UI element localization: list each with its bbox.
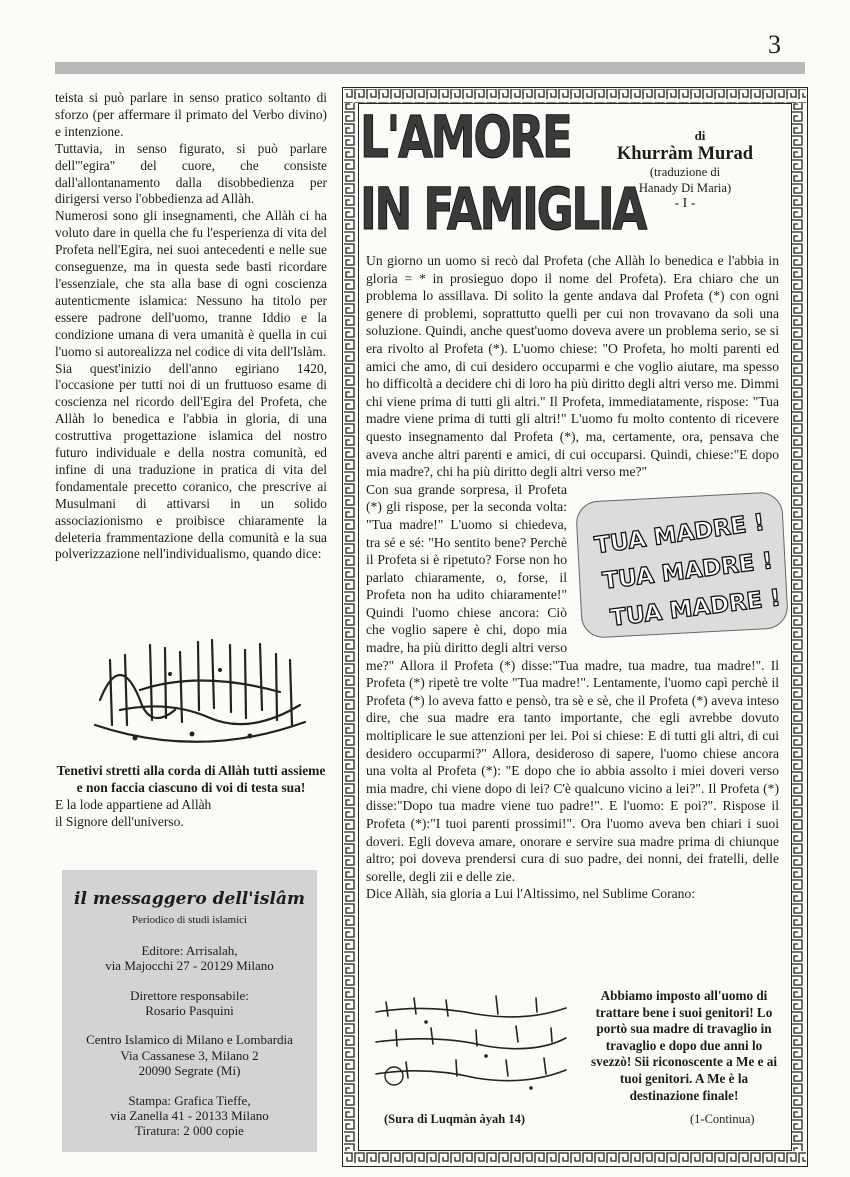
- part-number: - I -: [674, 196, 696, 211]
- article-title: [360, 103, 646, 248]
- article-paragraph: Con sua grande sorpresa, il Profeta (*) gli rispose, per la seconda volta: "Tua madre!" L'uomo si chiedeva, tra sé e sé: "Ho sentito bene? Perchè il Profeta si è ripetuto? Forse non ho parlato chiaramente, o, forse, il Profeta non ha udito chiaramente!" Quindi l'uomo chiese ancora: Ciò che voglio sapere è chi, dopo mia madre, ha più diritto degli altri verso me?" Allora il Profeta (*) disse:"Tua madre, tua madre, tua madre!". Il Profeta (*) ripetè tre volte "Tua madre!". Lentamente, l'uomo capì perchè il Profeta (*) lo aveva fatto e pensò, tra sè e sè, che il Profeta (*) aveva inteso dire, che sua madre era tanto importante, che egli avrebbe dovuto moltiplicare le sue attenzioni per lei. Poi si chiese: E di tutti gli altri, di cui desidero occuparmi?" Allora, desideroso di sapere, l'uomo chiese ancora una volta al Profeta (*): "E dopo che io abbia assolto i miei doveri verso mia madre, chi viene dopo di lei? C'è qualcuno vicino a lei?". Il Profeta (*) disse:"Dopo tua madre viene tuo padre!". E l'uomo: E poi?". Rispose il Profeta (*):"I tuoi parenti prossimi!". Ora l'uomo aveva ben chiari i suoi doveri. Egli doveva amare, onorare e servire sua madre prima di chiunque altro; poi doveva prendersi cura di suo padre, dei nonni, dei fratelli, delle sorelle, degli zii e delle zie.: [366, 481, 779, 884]
- left-paragraph: Tuttavia, in senso figurato, si può parlare dell'"egira" del cuore, che consiste dall'allontanamento dalla disobbedienza per dirigersi verso l'obbedienza ad Allàh.: [55, 140, 327, 207]
- printer-line: Stampa: Grafica Tieffe,: [128, 1092, 251, 1108]
- sura-reference: (Sura di Luqmàn àyah 14): [384, 1112, 526, 1126]
- verse-translation: Abbiamo imposto all'uomo di trattare bene i suoi genitori! Lo portò sua madre di travaglio in travaglio e dopo due anni lo svezzò! Sii riconoscente a Me e ai tuoi genitori. A Me è la destinazione finale!: [590, 988, 778, 1103]
- quote-line: il Signore dell'universo.: [55, 814, 184, 829]
- arabic-calligraphy-image: [80, 630, 320, 760]
- quran-quote: [55, 762, 327, 830]
- left-paragraph: Numerosi sono gli insegnamenti, che Allàh ci ha voluto dare in quella che fu l'esperienza di vita del Profeta nell'Egira, nei suoi antecedenti e nelle sue conseguenze, ma in questa sede basti ricordare l'essenziale, che sta alla base di ogni coscienza autenticmente islamica: Nessuno ha titolo per essere padrone dell'uomo, tranne Iddio e la condizione umana di vera umanità è quella in cui l'uomo si autorealizza nel codice di vita dell'Islàm.: [55, 208, 327, 359]
- arabic-verse-image: [366, 990, 576, 1100]
- article-paragraph: Dice Allàh, sia gloria a Lui l'Altissimo, nel Sublime Corano:: [366, 886, 696, 902]
- translation-line: (traduzione di: [649, 165, 721, 179]
- director-name: Rosario Pasquini: [145, 1003, 234, 1019]
- magazine-brand: il messaggero dell'islâm: [74, 889, 305, 909]
- byline: [580, 128, 790, 212]
- print-run: Tiratura: 2 000 copie: [135, 1123, 244, 1139]
- left-paragraph: teista si può parlare in senso pratico soltanto di sforzo (per affermare il primato del Verbo divino) e intenzione.: [55, 90, 327, 139]
- article-body: [366, 252, 783, 903]
- shout-text: TUA MADRE !: [601, 547, 775, 595]
- title-line-2: IN FAMIGLIA: [360, 175, 646, 243]
- printer-address: via Zanella 41 - 20133 Milano: [110, 1108, 269, 1124]
- editor-address: via Majocchi 27 - 20129 Milano: [105, 958, 274, 974]
- left-column-text: [55, 90, 327, 563]
- quote-bold: Tenetivi stretti alla corda di Allàh tutti assieme e non faccia ciascuno di voi di testa sua!: [56, 763, 326, 795]
- center-street: Via Cassanese 3, Milano 2: [120, 1047, 259, 1063]
- shout-text: TUA MADRE !: [593, 509, 767, 559]
- page-number: 3: [768, 30, 781, 59]
- article-paragraph: Un giorno un uomo si recò dal Profeta (che Allàh lo benedica e l'abbia in gloria = * in prosieguo dopo il nome del Profeta). Era chiaro che un problema lo assillava. Di solito la gente andava dal Profeta (*) con ogni genere di problemi, soprattutto quelli per cui non trovavano da soli una soluzione. Quindi, anche quest'uomo doveva avere un problema serio, se si era rivolto al Profeta (*). L'uomo chiese: "O Profeta, ho molti parenti ed amici che amo, di cui desidero occuparmi e che voglio aiutare, ma spesso ho difficoltà a decidere chi di loro ha più diritto degli altri verso me. Dimmi chi viene prima di tutti gli altri." Il Profeta, immediatamente, rispose: "Tua madre viene prima di tutti gli altri!" L'uomo fu molto contento di ricevere questo insegnamento dal Profeta (*), ma, certamente, ora, pensava che aveva anche altri parenti e amici, di cui occuparsi. Quindi, chiese:"E dopo mia madre?, chi ha più diritto degli altri verso me?": [366, 253, 779, 480]
- title-line-1: L'AMORE: [360, 103, 571, 171]
- quote-line: E la lode appartiene ad Allàh: [55, 797, 212, 812]
- top-rule: [55, 62, 805, 74]
- translator-name: Hanady Di Maria): [638, 181, 732, 195]
- tua-madre-callout: [575, 489, 785, 639]
- director-label: Direttore responsabile:: [130, 987, 249, 1003]
- colophon-box: [62, 870, 317, 1152]
- shout-text: TUA MADRE !: [609, 584, 783, 632]
- to-be-continued: (1-Continua): [690, 1112, 755, 1126]
- left-paragraph: Sia quest'inizio dell'anno egiriano 1420, l'occasione per tutti noi di un fruttuoso esame di coscienza nel ricordo dell'Egira del Profeta, che Allàh lo benedica e l'abbia in gloria, di una costruttiva progettazione islamica del nostro futuro individuale e della nostra comunità, ed infine di una traduzione in pratica di vita del fondamentale precetto coranico, che prescrive ai Musulmani di attivarsi in un solido associazionismo e proibisce chiaramente la deleteria frammentazione della comunità e la sua polverizzazione nell'individualismo, quando dice:: [55, 360, 327, 562]
- center-city: 20090 Segrate (Mi): [138, 1063, 241, 1079]
- magazine-subtitle: Periodico di studi islamici: [131, 914, 248, 927]
- editor-line: Editore: Arrisalah,: [141, 942, 238, 958]
- center-name: Centro Islamico di Milano e Lombardia: [86, 1032, 293, 1048]
- byline-di: di: [694, 128, 706, 143]
- author-name: Khurràm Murad: [616, 144, 754, 164]
